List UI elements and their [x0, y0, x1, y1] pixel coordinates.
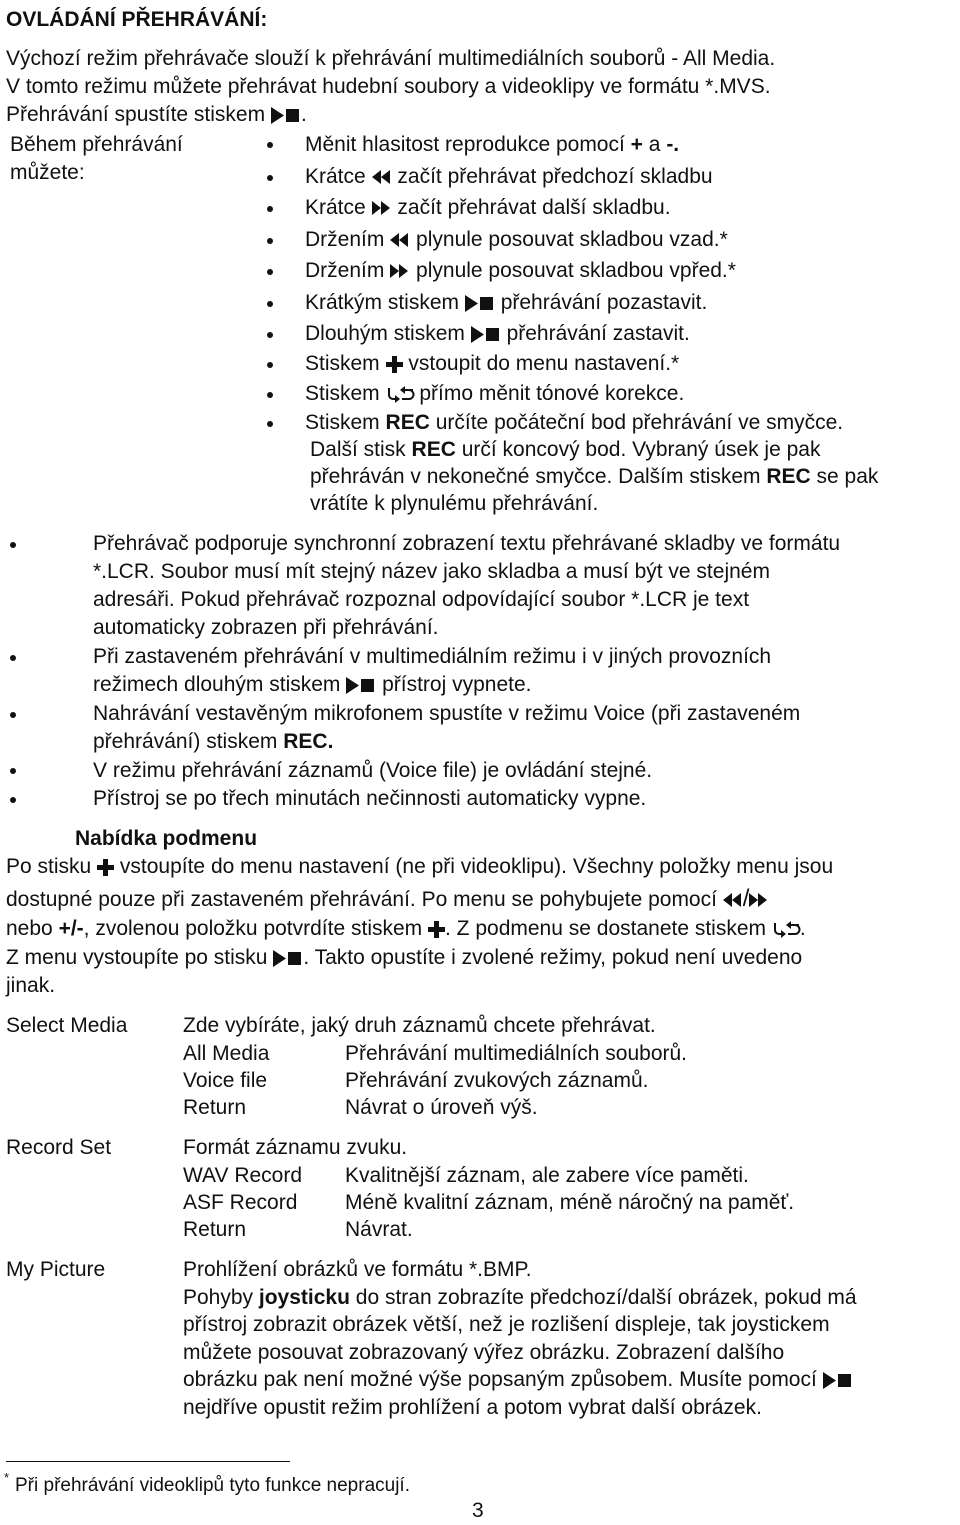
bullet-icon: [267, 332, 273, 338]
menu-desc: Formát záznamu zvuku.: [183, 1136, 408, 1159]
menu-option: Return: [183, 1218, 247, 1241]
bullet-icon: [267, 175, 273, 181]
bullet-icon: [267, 206, 273, 212]
section-heading: Nabídka podmenu: [75, 827, 258, 850]
paragraph-line: Přehrávač podporuje synchronní zobrazení textu přehrávané skladby ve formátu: [93, 532, 841, 555]
paragraph-line: Z menu vystoupíte po stisku . Takto opustíte i zvolené režimy, pokud není uvedeno: [6, 946, 803, 969]
bullet-icon: [267, 421, 273, 427]
menu-cross-icon: [428, 921, 445, 938]
list-item-continuation: vrátíte k plynulému přehrávání.: [310, 492, 599, 515]
bullet-icon: [10, 542, 16, 548]
paragraph-line: jinak.: [6, 974, 56, 997]
fast-forward-icon: [390, 264, 410, 278]
during-label-2: můžete:: [10, 161, 85, 184]
list-item: Krátkým stiskem přehrávání pozastavit.: [305, 291, 708, 314]
play-stop-icon: [346, 677, 376, 694]
paragraph-line: Přístroj se po třech minutách nečinnosti automaticky vypne.: [93, 787, 647, 810]
list-item: Stiskem vstoupit do menu nastavení.*: [305, 352, 680, 375]
menu-cross-icon: [386, 356, 403, 373]
bullet-icon: [267, 392, 273, 398]
menu-option: All Media: [183, 1042, 270, 1065]
footnote-divider: [6, 1461, 290, 1462]
menu-option: Return: [183, 1096, 247, 1119]
list-item: Stiskem přímo měnit tónové korekce.: [305, 382, 685, 405]
bullet-icon: [267, 238, 273, 244]
back-return-icon: [772, 921, 800, 938]
play-stop-icon: [823, 1372, 853, 1389]
play-stop-icon: [471, 326, 501, 343]
bullet-icon: [10, 797, 16, 803]
menu-option: ASF Record: [183, 1191, 298, 1214]
list-item: Dlouhým stiskem přehrávání zastavit.: [305, 322, 690, 345]
paragraph-line: adresáři. Pokud přehrávač rozpoznal odpovídající soubor *.LCR je text: [93, 588, 750, 611]
play-stop-icon: [271, 107, 301, 124]
bullet-icon: [10, 712, 16, 718]
list-item: Držením plynule posouvat skladbou vzad.*: [305, 228, 728, 251]
intro-text: Přehrávání spustíte stiskem: [6, 103, 266, 126]
paragraph-line: V režimu přehrávání záznamů (Voice file) je ovládání stejné.: [93, 759, 653, 782]
menu-desc: Prohlížení obrázků ve formátu *.BMP.: [183, 1258, 532, 1281]
intro-line-3: Přehrávání spustíte stiskem .: [6, 103, 307, 126]
rewind-icon: [390, 233, 410, 247]
paragraph-line: přehrávání) stiskem REC.: [93, 730, 334, 753]
menu-option: Voice file: [183, 1069, 268, 1092]
paragraph-line: režimech dlouhým stiskem přístroj vypnete.: [93, 673, 532, 696]
rewind-icon: [372, 170, 392, 184]
paragraph-line: obrázku pak není možné výše popsaným způsobem. Musíte pomocí: [183, 1366, 853, 1394]
menu-label-record-set: Record Set: [6, 1136, 112, 1159]
intro-line-1: Výchozí režim přehrávače slouží k přehrávání multimediálních souborů - All Media.: [6, 47, 776, 70]
menu-option-desc: Přehrávání multimediálních souborů.: [345, 1042, 688, 1065]
list-item: Stiskem REC určíte počáteční bod přehrávání ve smyčce.: [305, 411, 844, 434]
fast-forward-icon: [372, 201, 392, 215]
paragraph-line: automaticky zobrazen při přehrávání.: [93, 616, 439, 639]
menu-label-select-media: Select Media: [6, 1014, 128, 1037]
page-title: OVLÁDÁNÍ PŘEHRÁVÁNÍ:: [6, 8, 268, 31]
bullet-icon: [267, 142, 273, 148]
menu-option-desc: Přehrávání zvukových záznamů.: [345, 1069, 649, 1092]
bullet-icon: [267, 269, 273, 275]
footnote-mark: *: [4, 1470, 10, 1485]
menu-option-desc: Návrat.: [345, 1218, 413, 1241]
footnote-text: Při přehrávání videoklipů tyto funkce nepracují.: [15, 1475, 410, 1496]
menu-option-desc: Méně kvalitní záznam, méně náročný na paměť.: [345, 1191, 795, 1214]
intro-line-2: V tomto režimu můžete přehrávat hudební soubory a videoklipy ve formátu *.MVS.: [6, 75, 771, 98]
list-item: Držením plynule posouvat skladbou vpřed.*: [305, 259, 736, 282]
list-item-continuation: přehráván v nekonečné smyčce. Dalším stiskem REC se pak: [310, 465, 879, 488]
paragraph-line: přístroj zobrazit obrázek větší, než je rozlišení displeje, tak joystickem: [183, 1313, 830, 1336]
fast-forward-icon: [749, 893, 769, 907]
paragraph-line: Po stisku vstoupíte do menu nastavení (ne při videoklipu). Všechny položky menu jsou: [6, 855, 834, 878]
page-number: 3: [472, 1499, 484, 1522]
paragraph-line: nejdříve opustit režim prohlížení a potom vybrat další obrázek.: [183, 1396, 762, 1419]
during-label-1: Během přehrávání: [10, 133, 183, 156]
menu-label-my-picture: My Picture: [6, 1258, 106, 1281]
play-stop-icon: [273, 950, 303, 967]
bullet-icon: [10, 655, 16, 661]
bullet-icon: [267, 301, 273, 307]
paragraph-line: Nahrávání vestavěným mikrofonem spustíte v režimu Voice (při zastaveném: [93, 702, 801, 725]
paragraph-line: Při zastaveném přehrávání v multimediálním režimu i v jiných provozních: [93, 645, 772, 668]
paragraph-line: nebo +/-, zvolenou položku potvrdíte stiskem . Z podmenu se dostanete stiskem .: [6, 917, 806, 940]
play-stop-icon: [465, 295, 495, 312]
bullet-icon: [10, 768, 16, 774]
paragraph-line: můžete posouvat zobrazovaný výřez obrázku. Zobrazení dalšího: [183, 1341, 785, 1364]
menu-option-desc: Kvalitnější záznam, ale zabere více paměti.: [345, 1164, 749, 1187]
menu-cross-icon: [97, 859, 114, 876]
back-return-icon: [386, 386, 414, 403]
menu-option: WAV Record: [183, 1164, 303, 1187]
list-item: Měnit hlasitost reprodukce pomocí + a -.: [305, 133, 680, 156]
menu-desc: Zde vybíráte, jaký druh záznamů chcete přehrávat.: [183, 1014, 656, 1037]
paragraph-line: *.LCR. Soubor musí mít stejný název jako skladba a musí být ve stejném: [93, 560, 770, 583]
list-item: Krátce začít přehrávat další skladbu.: [305, 196, 671, 219]
list-item: Krátce začít přehrávat předchozí skladbu: [305, 165, 713, 188]
paragraph-line: dostupné pouze při zastaveném přehrávání. Po menu se pohybujete pomocí /: [6, 885, 769, 914]
bullet-icon: [267, 362, 273, 368]
paragraph-line: Pohyby joysticku do stran zobrazíte předchozí/další obrázek, pokud má: [183, 1286, 857, 1309]
menu-option-desc: Návrat o úroveň výš.: [345, 1096, 538, 1119]
rewind-icon: [723, 893, 743, 907]
list-item-continuation: Další stisk REC určí koncový bod. Vybraný úsek je pak: [310, 438, 821, 461]
